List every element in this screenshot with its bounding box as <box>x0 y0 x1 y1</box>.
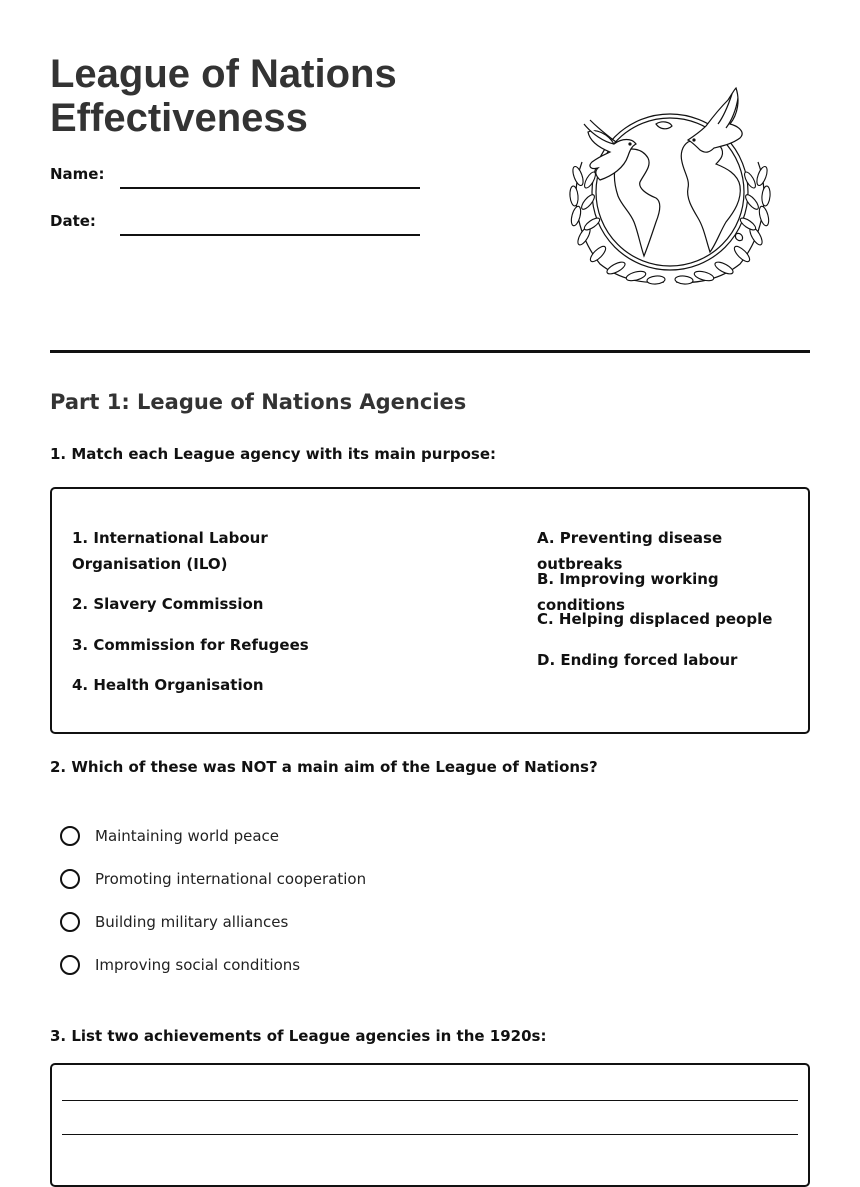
purpose-a: A. Preventing disease outbreaks <box>537 529 723 573</box>
radio-button[interactable] <box>60 955 80 975</box>
date-field[interactable] <box>120 234 420 236</box>
option-label: Promoting international cooperation <box>95 870 367 888</box>
question-1: 1. Match each League agency with its main purpose: <box>50 445 497 463</box>
option-label: Building military alliances <box>95 913 289 931</box>
agency-2: 2. Slavery Commission <box>72 595 264 613</box>
option-label: Maintaining world peace <box>95 827 280 845</box>
option-row[interactable] <box>60 867 366 891</box>
date-label: Date: <box>50 212 96 230</box>
worksheet-title <box>50 52 397 140</box>
part-1-heading: Part 1: League of Nations Agencies <box>50 390 467 414</box>
purpose-b: B. Improving working conditions <box>537 570 719 614</box>
answer-line[interactable] <box>62 1134 798 1135</box>
agency-4: 4. Health Organisation <box>72 676 264 694</box>
purpose-c: C. Helping displaced people <box>537 610 773 628</box>
option-row[interactable] <box>60 910 288 934</box>
globe-doves-laurel-icon <box>560 84 780 289</box>
agency-3: 3. Commission for Refugees <box>72 636 309 654</box>
title-line-2: Effectiveness <box>50 96 308 140</box>
purpose-d: D. Ending forced labour <box>537 651 738 669</box>
radio-button[interactable] <box>60 912 80 932</box>
matching-box <box>50 487 810 734</box>
answer-line[interactable] <box>62 1100 798 1101</box>
name-label: Name: <box>50 165 105 183</box>
radio-button[interactable] <box>60 826 80 846</box>
question-2: 2. Which of these was NOT a main aim of the League of Nations? <box>50 758 598 776</box>
answer-box[interactable] <box>50 1063 810 1187</box>
agency-1-line-1: 1. International Labour <box>72 529 268 547</box>
section-divider <box>50 350 810 353</box>
question-3: 3. List two achievements of League agencies in the 1920s: <box>50 1027 547 1045</box>
option-label: Improving social conditions <box>95 956 301 974</box>
option-row[interactable] <box>60 824 279 848</box>
radio-button[interactable] <box>60 869 80 889</box>
name-field[interactable] <box>120 187 420 189</box>
agency-1-line-2: Organisation (ILO) <box>72 555 228 573</box>
option-row[interactable] <box>60 953 300 977</box>
title-line-1: League of Nations <box>50 52 397 96</box>
